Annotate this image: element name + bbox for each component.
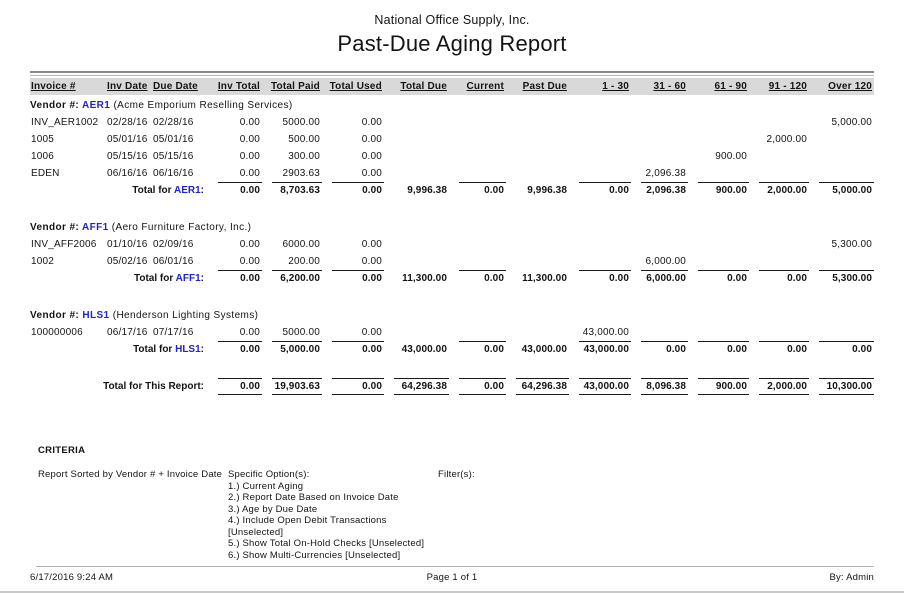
total-cell-inv_total: 0.00 [208,378,262,395]
cell-a61_90 [688,114,749,131]
cell-current [449,131,506,148]
cell-a31_60 [631,324,688,341]
total-cell-a1_30: 0.00 [569,270,631,287]
total-for-prefix: Total for [132,185,174,196]
cell-due_date: 05/15/16 [153,151,194,162]
specific-option: 1.) Current Aging [228,480,304,492]
total-cell-past_due: 9,996.38 [527,185,567,196]
vendor-code-link[interactable]: AER1 [173,185,201,196]
cell-a1_30 [569,236,631,253]
total-cell-a91_120: 0.00 [749,270,809,287]
cell-a91_120 [749,236,809,253]
column-header-total_paid: Total Paid [270,81,320,92]
total-cell-total_paid: 8,703.63 [262,182,322,199]
invoice-row [30,324,874,341]
cell-over_120: 5,000.00 [831,117,872,128]
cell-total_used: 0.00 [361,134,382,145]
total-cell-a61_90: 0.00 [688,270,749,287]
vendor-header-row [30,97,874,114]
cell-inv_total: 0.00 [239,117,260,128]
invoice-row [30,148,874,165]
total-cell-total_paid: 5,000.00 [262,341,322,358]
vendor-number-label: Vendor #: [30,310,83,321]
cell-a61_90 [688,131,749,148]
total-cell-past_due: 43,000.00 [521,344,567,355]
total-cell-total_paid: 6,200.00 [262,270,322,287]
total-cell-over_120: 5,300.00 [809,270,874,287]
cell-a91_120 [749,165,809,182]
report-total-row [30,378,874,395]
cell-a91_120 [749,253,809,270]
cell-over_120 [809,253,874,270]
cell-invoice: 1002 [31,256,55,267]
specific-option: 3.) Age by Due Date [228,503,318,515]
cell-inv_date: 05/01/16 [107,134,148,145]
cell-inv_date: 05/15/16 [107,151,148,162]
cell-current [449,236,506,253]
criteria-heading: CRITERIA [38,445,86,456]
total-cell-total_used: 0.00 [322,270,384,287]
total-colon: : [200,273,204,284]
total-cell-a1_30: 43,000.00 [569,378,631,395]
cell-a1_30 [569,165,631,182]
cell-past_due [506,114,569,131]
table-body [30,78,874,395]
vendor-code-link[interactable]: AFF1 [175,273,201,284]
cell-over_120 [809,131,874,148]
cell-past_due [506,131,569,148]
cell-a31_60: 2,096.38 [645,168,686,179]
vendor-header-row [30,219,874,236]
vendor-section-aff1 [30,219,874,287]
cell-a61_90 [688,324,749,341]
cell-current [449,148,506,165]
cell-past_due [506,324,569,341]
column-header-due_date: Due Date [153,81,198,92]
cell-total_due [384,253,449,270]
cell-due_date: 02/09/16 [153,239,194,250]
page-title: Past-Due Aging Report [337,31,567,56]
cell-invoice: INV_AER1002 [31,117,99,128]
total-cell-current: 0.00 [449,270,506,287]
total-cell-a31_60: 6,000.00 [631,270,688,287]
cell-current [449,324,506,341]
cell-over_120 [809,165,874,182]
cell-due_date: 07/17/16 [153,327,194,338]
column-header-total_due: Total Due [400,81,447,92]
vendor-total-row [30,270,874,287]
cell-a1_30 [569,253,631,270]
cell-total_paid: 300.00 [288,151,320,162]
total-cell-total_due: 9,996.38 [407,185,447,196]
cell-a1_30 [569,114,631,131]
column-header-a61_90: 61 - 90 [714,81,747,92]
cell-a61_90 [688,236,749,253]
filters-label: Filter(s): [438,469,475,480]
cell-total_used: 0.00 [361,151,382,162]
column-header-inv_total: Inv Total [217,81,260,92]
total-cell-a61_90: 900.00 [688,378,749,395]
total-cell-over_120: 0.00 [809,341,874,358]
column-header-a1_30: 1 - 30 [602,81,629,92]
column-header-past_due: Past Due [522,81,567,92]
cell-current [449,253,506,270]
cell-invoice: INV_AFF2006 [31,239,97,250]
cell-invoice: 100000006 [31,327,83,338]
sorted-by-text: Report Sorted by Vendor # + Invoice Date [38,469,223,480]
total-colon: : [200,185,204,196]
cell-total_paid: 6000.00 [282,239,320,250]
total-cell-a31_60: 0.00 [631,341,688,358]
total-cell-inv_total: 0.00 [208,182,262,199]
cell-total_paid: 2903.63 [282,168,320,179]
company-name: National Office Supply, Inc. [374,13,530,27]
invoice-row [30,236,874,253]
cell-total_paid: 500.00 [288,134,320,145]
cell-due_date: 06/01/16 [153,256,194,267]
column-header-current: Current [466,81,504,92]
cell-past_due [506,236,569,253]
specific-options-block [228,469,438,561]
cell-total_used: 0.00 [361,256,382,267]
cell-total_used: 0.00 [361,239,382,250]
cell-inv_total: 0.00 [239,327,260,338]
vendor-name: (Acme Emporium Reselling Services) [110,100,293,111]
cell-total_due [384,114,449,131]
cell-total_used: 0.00 [361,168,382,179]
vendor-header-row [30,307,874,324]
cell-current [449,114,506,131]
total-cell-past_due: 11,300.00 [522,273,567,284]
cell-a91_120 [749,114,809,131]
cell-total_paid: 5000.00 [282,117,320,128]
cell-invoice: 1005 [31,134,55,145]
column-header-over_120: Over 120 [828,81,872,92]
cell-inv_total: 0.00 [239,168,260,179]
cell-a31_60: 6,000.00 [645,256,686,267]
total-cell-a1_30: 0.00 [569,182,631,199]
cell-over_120: 5,300.00 [831,239,872,250]
cell-total_paid: 200.00 [288,256,320,267]
vendor-total-row [30,341,874,358]
cell-a91_120 [749,324,809,341]
cell-inv_date: 01/10/16 [107,239,148,250]
total-cell-over_120: 10,300.00 [809,378,874,395]
cell-due_date: 02/28/16 [153,117,194,128]
cell-a61_90 [688,165,749,182]
total-cell-inv_total: 0.00 [208,341,262,358]
cell-a31_60 [631,131,688,148]
specific-options-label: Specific Option(s): [228,469,310,480]
footer-rule [36,566,874,567]
cell-inv_date: 02/28/16 [107,117,148,128]
vendor-name: (Aero Furniture Factory, Inc.) [108,222,252,233]
invoice-row [30,114,874,131]
cell-a61_90 [688,253,749,270]
total-cell-current: 0.00 [449,378,506,395]
footer-author: By: Admin [829,572,875,583]
cell-inv_total: 0.00 [239,239,260,250]
total-cell-a31_60: 2,096.38 [631,182,688,199]
column-header-a91_120: 91 - 120 [768,81,807,92]
cell-inv_total: 0.00 [239,151,260,162]
total-cell-a91_120: 0.00 [749,341,809,358]
aging-table [30,71,874,395]
total-cell-total_used: 0.00 [322,378,384,395]
column-header-total_used: Total Used [329,81,382,92]
vendor-total-label [30,270,208,287]
vendor-name: (Henderson Lighting Systems) [109,310,259,321]
vendor-code-link[interactable]: HLS1 [175,344,201,355]
top-double-rule [30,71,874,76]
total-for-prefix: Total for [133,273,176,284]
total-cell-total_paid: 19,903.63 [262,378,322,395]
total-for-prefix: Total for [133,344,176,355]
invoice-row [30,131,874,148]
cell-total_due [384,131,449,148]
total-cell-a91_120: 2,000.00 [749,378,809,395]
cell-total_due [384,324,449,341]
vendor-code-link[interactable]: AER1 [81,100,111,111]
vendor-section-hls1 [30,307,874,358]
cell-a31_60 [631,114,688,131]
cell-total_paid: 5000.00 [282,327,320,338]
cell-total_used: 0.00 [361,117,382,128]
cell-total_due [384,236,449,253]
specific-option: 5.) Show Total On-Hold Checks [Unselected] [228,538,425,549]
vendor-total-label [30,341,208,358]
criteria-section [30,445,874,561]
cell-inv_date: 05/02/16 [107,256,148,267]
total-cell-total_due: 11,300.00 [402,273,447,284]
cell-inv_total: 0.00 [239,256,260,267]
vendor-total-row [30,182,874,199]
specific-option: 4.) Include Open Debit Transactions [Unselected] [228,515,387,538]
report-total-label: Total for This Report: [103,381,204,392]
cell-total_due [384,148,449,165]
cell-total_due [384,165,449,182]
cell-past_due [506,165,569,182]
column-header-inv_date: Inv Date [107,81,148,92]
vendor-number-label: Vendor #: [30,100,82,111]
cell-a1_30 [569,131,631,148]
cell-a1_30: 43,000.00 [582,327,629,338]
total-cell-a1_30: 43,000.00 [569,341,631,358]
cell-due_date: 06/16/16 [153,168,194,179]
column-header-invoice: Invoice # [31,81,76,92]
total-cell-a61_90: 0.00 [688,341,749,358]
vendor-number-label: Vendor #: [30,222,82,233]
vendor-section-aer1 [30,97,874,199]
total-cell-a31_60: 8,096.38 [631,378,688,395]
footer-datetime: 6/17/2016 9:24 AM [30,572,114,583]
total-cell-a61_90: 900.00 [688,182,749,199]
cell-a31_60 [631,236,688,253]
cell-a91_120: 2,000.00 [766,134,807,145]
cell-current [449,165,506,182]
cell-inv_date: 06/16/16 [107,168,148,179]
total-cell-over_120: 5,000.00 [809,182,874,199]
specific-option: 2.) Report Date Based on Invoice Date [228,492,399,503]
cell-a31_60 [631,148,688,165]
cell-invoice: 1006 [31,151,55,162]
cell-inv_total: 0.00 [239,134,260,145]
cell-invoice: EDEN [31,168,60,179]
page-footer [30,566,874,583]
total-cell-current: 0.00 [449,182,506,199]
vendor-total-label [30,182,208,199]
footer-page-number: Page 1 of 1 [426,572,478,583]
total-cell-inv_total: 0.00 [208,270,262,287]
cell-due_date: 05/01/16 [153,134,194,145]
invoice-row [30,253,874,270]
specific-option: 6.) Show Multi-Currencies [Unselected] [228,549,401,561]
total-cell-total_due: 43,000.00 [401,344,447,355]
cell-a1_30 [569,148,631,165]
cell-total_used: 0.00 [361,327,382,338]
invoice-row [30,165,874,182]
total-cell-total_due: 64,296.38 [384,378,449,395]
total-cell-total_used: 0.00 [322,341,384,358]
cell-past_due [506,253,569,270]
cell-inv_date: 06/17/16 [107,327,148,338]
total-cell-total_used: 0.00 [322,182,384,199]
cell-over_120 [809,324,874,341]
vendor-code-link[interactable]: AFF1 [81,222,109,233]
cell-a91_120 [749,148,809,165]
cell-a61_90: 900.00 [715,151,747,162]
total-cell-current: 0.00 [449,341,506,358]
column-header-a31_60: 31 - 60 [653,81,686,92]
vendor-code-link[interactable]: HLS1 [82,310,110,321]
table-header-row [30,78,874,95]
cell-over_120 [809,148,874,165]
total-colon: : [200,344,204,355]
cell-past_due [506,148,569,165]
total-cell-past_due: 64,296.38 [506,378,569,395]
criteria-grid [38,469,874,561]
total-cell-a91_120: 2,000.00 [749,182,809,199]
